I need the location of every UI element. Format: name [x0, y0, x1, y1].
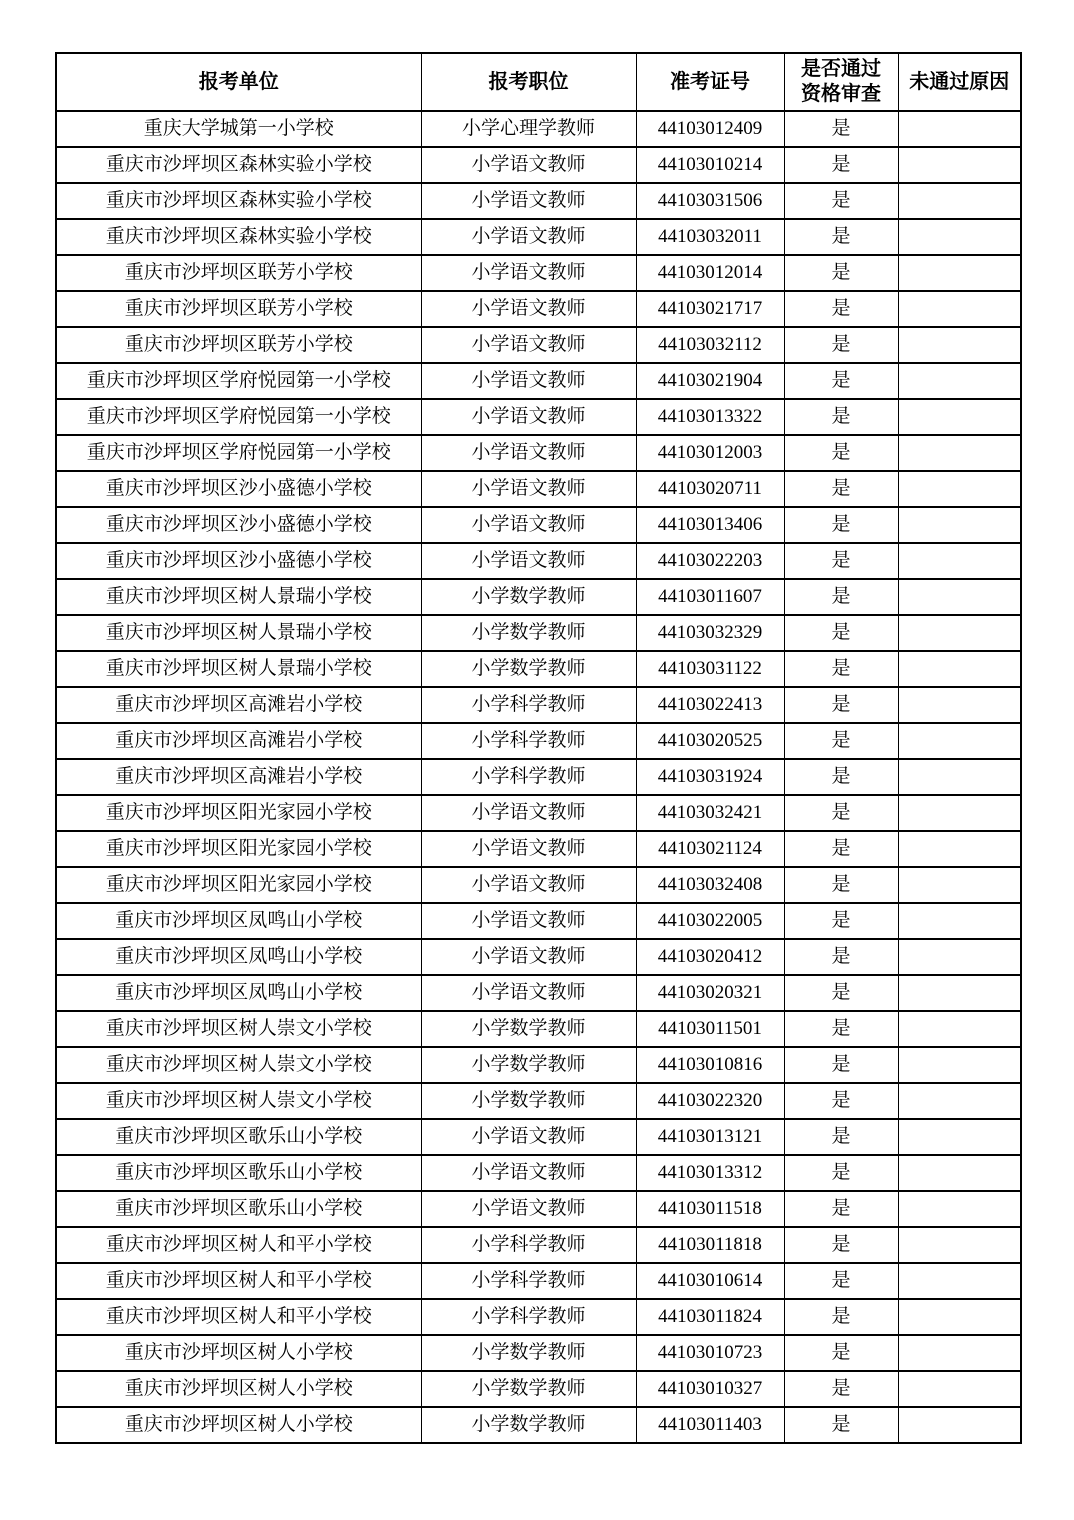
table-row	[56, 183, 1021, 219]
unit-cell: 重庆市沙坪坝区学府悦园第一小学校	[56, 435, 421, 471]
unit-cell: 重庆市沙坪坝区树人小学校	[56, 1335, 421, 1371]
ticket-cell: 44103031924	[636, 759, 784, 795]
unit-cell: 重庆市沙坪坝区树人小学校	[56, 1371, 421, 1407]
passed-cell: 是	[784, 1335, 898, 1371]
reason-cell	[898, 579, 1021, 615]
position-cell: 小学语文教师	[421, 471, 636, 507]
reason-cell	[898, 1119, 1021, 1155]
position-cell: 小学语文教师	[421, 255, 636, 291]
ticket-cell: 44103022005	[636, 903, 784, 939]
reason-cell	[898, 1299, 1021, 1335]
header-row	[56, 53, 1021, 111]
reason-cell	[898, 399, 1021, 435]
unit-cell: 重庆市沙坪坝区阳光家园小学校	[56, 867, 421, 903]
ticket-cell: 44103010214	[636, 147, 784, 183]
ticket-cell: 44103012014	[636, 255, 784, 291]
unit-cell: 重庆市沙坪坝区联芳小学校	[56, 327, 421, 363]
unit-cell: 重庆市沙坪坝区森林实验小学校	[56, 219, 421, 255]
reason-cell	[898, 291, 1021, 327]
unit-cell: 重庆市沙坪坝区树人崇文小学校	[56, 1011, 421, 1047]
passed-cell: 是	[784, 327, 898, 363]
header-ticket: 准考证号	[636, 53, 784, 111]
position-cell: 小学科学教师	[421, 1227, 636, 1263]
table-row	[56, 507, 1021, 543]
unit-cell: 重庆市沙坪坝区树人景瑞小学校	[56, 615, 421, 651]
ticket-cell: 44103011607	[636, 579, 784, 615]
position-cell: 小学语文教师	[421, 867, 636, 903]
position-cell: 小学数学教师	[421, 579, 636, 615]
passed-cell: 是	[784, 255, 898, 291]
table-row	[56, 795, 1021, 831]
ticket-cell: 44103010614	[636, 1263, 784, 1299]
table-row	[56, 255, 1021, 291]
header-reason: 未通过原因	[898, 53, 1021, 111]
table-row	[56, 651, 1021, 687]
unit-cell: 重庆大学城第一小学校	[56, 111, 421, 147]
passed-cell: 是	[784, 867, 898, 903]
reason-cell	[898, 651, 1021, 687]
table-row	[56, 975, 1021, 1011]
position-cell: 小学语文教师	[421, 507, 636, 543]
table-row	[56, 543, 1021, 579]
passed-cell: 是	[784, 1227, 898, 1263]
position-cell: 小学数学教师	[421, 1335, 636, 1371]
ticket-cell: 44103010723	[636, 1335, 784, 1371]
unit-cell: 重庆市沙坪坝区沙小盛德小学校	[56, 471, 421, 507]
table-row	[56, 723, 1021, 759]
position-cell: 小学数学教师	[421, 1407, 636, 1443]
unit-cell: 重庆市沙坪坝区树人景瑞小学校	[56, 579, 421, 615]
header-passed-line2: 资格审查	[801, 83, 881, 105]
ticket-cell: 44103031506	[636, 183, 784, 219]
unit-cell: 重庆市沙坪坝区高滩岩小学校	[56, 687, 421, 723]
reason-cell	[898, 219, 1021, 255]
table-row	[56, 219, 1021, 255]
ticket-cell: 44103010816	[636, 1047, 784, 1083]
table-row	[56, 1263, 1021, 1299]
reason-cell	[898, 723, 1021, 759]
table-row	[56, 327, 1021, 363]
unit-cell: 重庆市沙坪坝区沙小盛德小学校	[56, 507, 421, 543]
unit-cell: 重庆市沙坪坝区高滩岩小学校	[56, 759, 421, 795]
table-row	[56, 1155, 1021, 1191]
header-position: 报考职位	[421, 53, 636, 111]
table-row	[56, 1047, 1021, 1083]
table-row	[56, 867, 1021, 903]
position-cell: 小学语文教师	[421, 435, 636, 471]
table-row	[56, 687, 1021, 723]
passed-cell: 是	[784, 1299, 898, 1335]
reason-cell	[898, 1263, 1021, 1299]
table-row	[56, 1335, 1021, 1371]
position-cell: 小学数学教师	[421, 1011, 636, 1047]
table-row	[56, 1083, 1021, 1119]
position-cell: 小学语文教师	[421, 1119, 636, 1155]
header-unit: 报考单位	[56, 53, 421, 111]
unit-cell: 重庆市沙坪坝区高滩岩小学校	[56, 723, 421, 759]
reason-cell	[898, 543, 1021, 579]
table-row	[56, 291, 1021, 327]
reason-cell	[898, 903, 1021, 939]
reason-cell	[898, 795, 1021, 831]
table-row	[56, 1119, 1021, 1155]
reason-cell	[898, 111, 1021, 147]
table-row	[56, 1011, 1021, 1047]
ticket-cell: 44103011403	[636, 1407, 784, 1443]
passed-cell: 是	[784, 1263, 898, 1299]
qualification-review-sheet	[55, 52, 1022, 1444]
unit-cell: 重庆市沙坪坝区歌乐山小学校	[56, 1191, 421, 1227]
ticket-cell: 44103020412	[636, 939, 784, 975]
passed-cell: 是	[784, 219, 898, 255]
passed-cell: 是	[784, 471, 898, 507]
unit-cell: 重庆市沙坪坝区凤鸣山小学校	[56, 975, 421, 1011]
ticket-cell: 44103020525	[636, 723, 784, 759]
table-body	[56, 111, 1021, 1443]
passed-cell: 是	[784, 1407, 898, 1443]
position-cell: 小学语文教师	[421, 147, 636, 183]
ticket-cell: 44103011518	[636, 1191, 784, 1227]
passed-cell: 是	[784, 723, 898, 759]
table-row	[56, 111, 1021, 147]
table-row	[56, 147, 1021, 183]
ticket-cell: 44103013406	[636, 507, 784, 543]
position-cell: 小学语文教师	[421, 291, 636, 327]
position-cell: 小学语文教师	[421, 1191, 636, 1227]
passed-cell: 是	[784, 1119, 898, 1155]
reason-cell	[898, 615, 1021, 651]
passed-cell: 是	[784, 111, 898, 147]
ticket-cell: 44103011818	[636, 1227, 784, 1263]
header-passed-line1: 是否通过	[801, 58, 881, 80]
passed-cell: 是	[784, 543, 898, 579]
ticket-cell: 44103022203	[636, 543, 784, 579]
position-cell: 小学数学教师	[421, 615, 636, 651]
passed-cell: 是	[784, 975, 898, 1011]
passed-cell: 是	[784, 579, 898, 615]
passed-cell: 是	[784, 1371, 898, 1407]
ticket-cell: 44103020321	[636, 975, 784, 1011]
reason-cell	[898, 327, 1021, 363]
reason-cell	[898, 687, 1021, 723]
position-cell: 小学语文教师	[421, 399, 636, 435]
header-passed	[784, 53, 898, 111]
table-row	[56, 1191, 1021, 1227]
position-cell: 小学语文教师	[421, 183, 636, 219]
ticket-cell: 44103031122	[636, 651, 784, 687]
table-row	[56, 831, 1021, 867]
table-row	[56, 759, 1021, 795]
position-cell: 小学数学教师	[421, 1371, 636, 1407]
position-cell: 小学语文教师	[421, 975, 636, 1011]
ticket-cell: 44103021124	[636, 831, 784, 867]
unit-cell: 重庆市沙坪坝区沙小盛德小学校	[56, 543, 421, 579]
unit-cell: 重庆市沙坪坝区树人崇文小学校	[56, 1047, 421, 1083]
table-row	[56, 1371, 1021, 1407]
ticket-cell: 44103020711	[636, 471, 784, 507]
reason-cell	[898, 831, 1021, 867]
position-cell: 小学科学教师	[421, 759, 636, 795]
reason-cell	[898, 147, 1021, 183]
passed-cell: 是	[784, 1011, 898, 1047]
ticket-cell: 44103022320	[636, 1083, 784, 1119]
reason-cell	[898, 471, 1021, 507]
reason-cell	[898, 759, 1021, 795]
ticket-cell: 44103011501	[636, 1011, 784, 1047]
reason-cell	[898, 363, 1021, 399]
ticket-cell: 44103012003	[636, 435, 784, 471]
passed-cell: 是	[784, 615, 898, 651]
ticket-cell: 44103022413	[636, 687, 784, 723]
passed-cell: 是	[784, 903, 898, 939]
unit-cell: 重庆市沙坪坝区凤鸣山小学校	[56, 939, 421, 975]
ticket-cell: 44103013322	[636, 399, 784, 435]
position-cell: 小学数学教师	[421, 651, 636, 687]
table-row	[56, 1227, 1021, 1263]
table-row	[56, 939, 1021, 975]
ticket-cell: 44103011824	[636, 1299, 784, 1335]
ticket-cell: 44103032421	[636, 795, 784, 831]
table-header	[56, 53, 1021, 111]
ticket-cell: 44103032011	[636, 219, 784, 255]
passed-cell: 是	[784, 795, 898, 831]
table-row	[56, 471, 1021, 507]
position-cell: 小学语文教师	[421, 327, 636, 363]
position-cell: 小学科学教师	[421, 1263, 636, 1299]
table-row	[56, 1407, 1021, 1443]
reason-cell	[898, 1407, 1021, 1443]
unit-cell: 重庆市沙坪坝区联芳小学校	[56, 291, 421, 327]
reason-cell	[898, 975, 1021, 1011]
position-cell: 小学科学教师	[421, 687, 636, 723]
unit-cell: 重庆市沙坪坝区树人和平小学校	[56, 1299, 421, 1335]
position-cell: 小学语文教师	[421, 1155, 636, 1191]
table-row	[56, 435, 1021, 471]
position-cell: 小学数学教师	[421, 1047, 636, 1083]
reason-cell	[898, 255, 1021, 291]
unit-cell: 重庆市沙坪坝区森林实验小学校	[56, 147, 421, 183]
reason-cell	[898, 1335, 1021, 1371]
unit-cell: 重庆市沙坪坝区树人崇文小学校	[56, 1083, 421, 1119]
unit-cell: 重庆市沙坪坝区阳光家园小学校	[56, 831, 421, 867]
ticket-cell: 44103032112	[636, 327, 784, 363]
position-cell: 小学语文教师	[421, 219, 636, 255]
table-row	[56, 903, 1021, 939]
unit-cell: 重庆市沙坪坝区凤鸣山小学校	[56, 903, 421, 939]
position-cell: 小学数学教师	[421, 1083, 636, 1119]
table-row	[56, 579, 1021, 615]
ticket-cell: 44103010327	[636, 1371, 784, 1407]
passed-cell: 是	[784, 651, 898, 687]
passed-cell: 是	[784, 831, 898, 867]
qualification-review-table	[55, 52, 1022, 1444]
unit-cell: 重庆市沙坪坝区联芳小学校	[56, 255, 421, 291]
ticket-cell: 44103021717	[636, 291, 784, 327]
reason-cell	[898, 1047, 1021, 1083]
position-cell: 小学科学教师	[421, 1299, 636, 1335]
position-cell: 小学语文教师	[421, 939, 636, 975]
passed-cell: 是	[784, 687, 898, 723]
unit-cell: 重庆市沙坪坝区树人和平小学校	[56, 1263, 421, 1299]
unit-cell: 重庆市沙坪坝区阳光家园小学校	[56, 795, 421, 831]
position-cell: 小学语文教师	[421, 795, 636, 831]
reason-cell	[898, 183, 1021, 219]
ticket-cell: 44103012409	[636, 111, 784, 147]
unit-cell: 重庆市沙坪坝区歌乐山小学校	[56, 1155, 421, 1191]
passed-cell: 是	[784, 435, 898, 471]
table-row	[56, 363, 1021, 399]
table-row	[56, 1299, 1021, 1335]
passed-cell: 是	[784, 291, 898, 327]
reason-cell	[898, 939, 1021, 975]
position-cell: 小学语文教师	[421, 831, 636, 867]
position-cell: 小学语文教师	[421, 543, 636, 579]
passed-cell: 是	[784, 1047, 898, 1083]
position-cell: 小学语文教师	[421, 903, 636, 939]
unit-cell: 重庆市沙坪坝区森林实验小学校	[56, 183, 421, 219]
position-cell: 小学语文教师	[421, 363, 636, 399]
position-cell: 小学心理学教师	[421, 111, 636, 147]
unit-cell: 重庆市沙坪坝区树人和平小学校	[56, 1227, 421, 1263]
reason-cell	[898, 1011, 1021, 1047]
reason-cell	[898, 1227, 1021, 1263]
ticket-cell: 44103032329	[636, 615, 784, 651]
reason-cell	[898, 507, 1021, 543]
ticket-cell: 44103021904	[636, 363, 784, 399]
passed-cell: 是	[784, 1155, 898, 1191]
position-cell: 小学科学教师	[421, 723, 636, 759]
table-row	[56, 615, 1021, 651]
unit-cell: 重庆市沙坪坝区学府悦园第一小学校	[56, 363, 421, 399]
passed-cell: 是	[784, 507, 898, 543]
ticket-cell: 44103013121	[636, 1119, 784, 1155]
table-row	[56, 399, 1021, 435]
ticket-cell: 44103013312	[636, 1155, 784, 1191]
passed-cell: 是	[784, 939, 898, 975]
reason-cell	[898, 1371, 1021, 1407]
passed-cell: 是	[784, 1191, 898, 1227]
passed-cell: 是	[784, 399, 898, 435]
passed-cell: 是	[784, 363, 898, 399]
reason-cell	[898, 435, 1021, 471]
passed-cell: 是	[784, 1083, 898, 1119]
reason-cell	[898, 1083, 1021, 1119]
unit-cell: 重庆市沙坪坝区歌乐山小学校	[56, 1119, 421, 1155]
reason-cell	[898, 867, 1021, 903]
passed-cell: 是	[784, 183, 898, 219]
unit-cell: 重庆市沙坪坝区树人景瑞小学校	[56, 651, 421, 687]
passed-cell: 是	[784, 147, 898, 183]
unit-cell: 重庆市沙坪坝区学府悦园第一小学校	[56, 399, 421, 435]
reason-cell	[898, 1191, 1021, 1227]
unit-cell: 重庆市沙坪坝区树人小学校	[56, 1407, 421, 1443]
passed-cell: 是	[784, 759, 898, 795]
ticket-cell: 44103032408	[636, 867, 784, 903]
reason-cell	[898, 1155, 1021, 1191]
